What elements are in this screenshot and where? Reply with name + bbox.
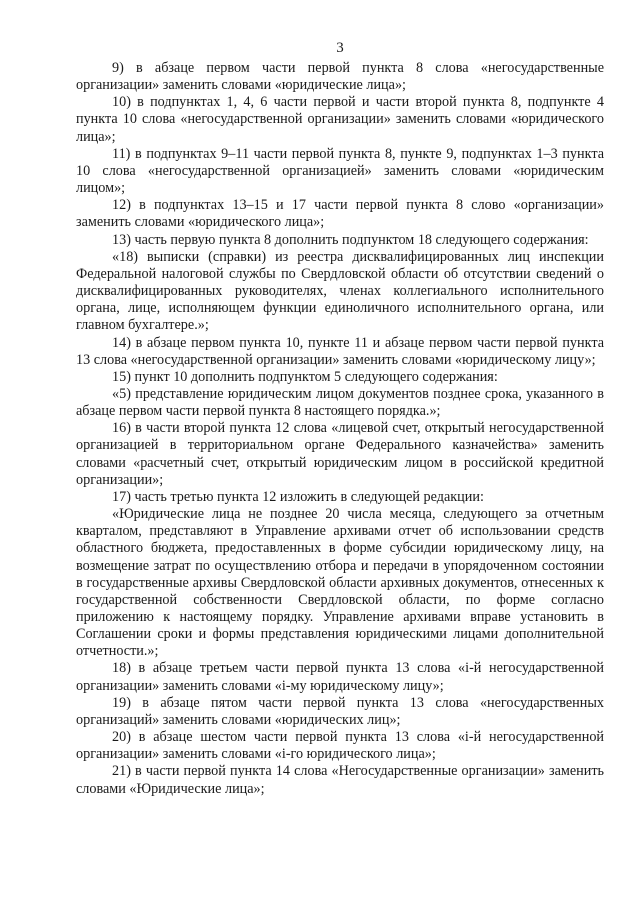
quoted-subpoint-5: «5) представление юридическим лицом документов позднее срока, указанного в абзаце первом части первой пункта 8 настоящего порядка.»;	[76, 385, 604, 420]
paragraph-item-21: 21) в части первой пункта 14 слова «Негосударственные организации» заменить словами «Юридические лица»;	[76, 763, 604, 797]
paragraph-item-12: 12) в подпунктах 13–15 и 17 части первой пункта 8 слово «организации» заменить словами «юридического лица»;	[76, 197, 604, 231]
paragraph-item-17: 17) часть третью пункта 12 изложить в следующей редакции:	[112, 488, 484, 505]
page-number: 3	[336, 40, 344, 56]
paragraph-item-11: 11) в подпунктах 9–11 части первой пункта 8, пункте 9, подпунктах 1–3 пункта 10 слова «негосударственной организацией» заменить словами «юридическим лицом»;	[76, 145, 604, 197]
paragraph-item-15: 15) пункт 10 дополнить подпунктом 5 следующего содержания:	[112, 368, 498, 385]
paragraph-item-13: 13) часть первую пункта 8 дополнить подпунктом 18 следующего содержания:	[112, 231, 589, 248]
paragraph-item-20: 20) в абзаце шестом части первой пункта 13 слова «i-й негосударственной организации» заменить словами «i-го юридического лица»;	[76, 729, 604, 763]
paragraph-item-18: 18) в абзаце третьем части первой пункта 13 слова «i-й негосударственной организации» заменить словами «i-му юридическому лицу»;	[76, 660, 604, 694]
paragraph-item-19: 19) в абзаце пятом части первой пункта 13 слова «негосударственных организаций» заменить словами «юридических лиц»;	[76, 694, 604, 728]
document-page	[76, 38, 604, 798]
paragraph-item-9: 9) в абзаце первом части первой пункта 8 слова «негосударственные организации» заменить словами «юридические лица»;	[76, 60, 604, 94]
quoted-new-text: «Юридические лица не позднее 20 числа месяца, следующего за отчетным кварталом, представляют в Управление архивами отчет об использовании средств областного бюджета, предоставленных в форме субсидии юридическому лицу, на возмещение затрат по осуществлению отбора и передачи в упорядоченном состоянии в государственные архивы Свердловской области архивных документов, отнесенных к государственной собственности Свердловской области, по форме согласно приложению к настоящему порядку. Управление архивами вправе установить в Соглашении сроки и формы представления юридическими лицами дополнительной отчетности.»;	[76, 506, 604, 660]
paragraph-item-10: 10) в подпунктах 1, 4, 6 части первой и части второй пункта 8, подпункте 4 пункта 10 слова «негосударственной организации» заменить словами «юридического лица»;	[76, 94, 604, 145]
document-body	[76, 60, 604, 798]
quoted-subpoint-18: «18) выписки (справки) из реестра дисквалифицированных лиц инспекции Федеральной налоговой службы по Свердловской области об отсутствии сведений о дисквалифицированных руководителях, членах коллегиального исполнительного органа, лице, исполняющем функции единоличного исполнительного органа, или главном бухгалтере.»;	[76, 248, 604, 334]
paragraph-item-14: 14) в абзаце первом пункта 10, пункте 11 и абзаце первом части первой пункта 13 слова «негосударственной организации» заменить словами «юридическому лицу»;	[76, 334, 604, 368]
paragraph-item-16: 16) в части второй пункта 12 слова «лицевой счет, открытый негосударственной организацией в территориальном органе Федерального казначейства» заменить словами «расчетный счет, открытый юридическим лицом в российской кредитной организации»;	[76, 420, 604, 488]
